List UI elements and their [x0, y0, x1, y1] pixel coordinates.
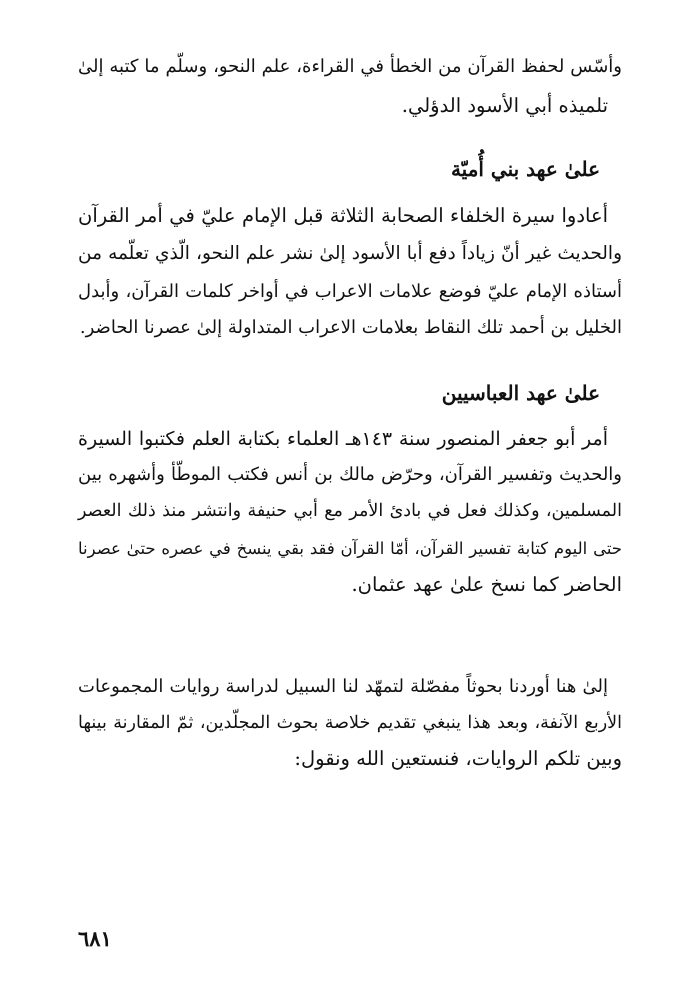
paragraph-line: والحديث وتفسير القرآن، وحرّض مالك بن أنس فكتب الموطّأ وأشهره بين — [78, 464, 622, 485]
section-heading-abbasid: علىٰ عهد العباسيين — [441, 381, 600, 405]
paragraph-line: وبين تلكم الروايات، فنستعين الله ونقول: — [294, 747, 622, 770]
paragraph-line: حتى اليوم كتابة تفسير القرآن، أمّا القرآن فقد بقي ينسخ في عصره حتىٰ عصرنا — [78, 539, 622, 558]
paragraph-line: الحاضر كما نسخ علىٰ عهد عثمان. — [351, 573, 622, 596]
paragraph-line: الخليل بن أحمد تلك النقاط بعلامات الاعراب المتداولة إلىٰ عصرنا الحاضر. — [79, 317, 622, 338]
page-number: ٦٨١ — [78, 926, 112, 951]
section-heading-umayyad: علىٰ عهد بني أُميّة — [450, 157, 600, 181]
paragraph-line: والحديث غير أنّ زياداً دفع أبا الأسود إلىٰ نشر علم النحو، الّذي تعلّمه من — [78, 243, 622, 264]
paragraph-line: المسلمين، وكذلك فعل في بادئ الأمر مع أبي حنيفة وانتشر منذ ذلك العصر — [78, 501, 622, 521]
paragraph-line: وأسّس لحفظ القرآن من الخطأ في القراءة، علم النحو، وسلّم ما كتبه إلىٰ — [78, 56, 622, 77]
paragraph-line: أمر أبو جعفر المنصور سنة ١٤٣هـ العلماء بكتابة العلم فكتبوا السيرة — [78, 428, 608, 450]
paragraph-line: تلميذه أبي الأسود الدؤلي. — [401, 94, 608, 117]
paragraph-line: الأربع الآنفة، وبعد هذا ينبغي تقديم خلاصة بحوث المجلّدين، ثمّ المقارنة بينها — [78, 713, 622, 733]
paragraph-line: إلىٰ هنا أوردنا بحوثاً مفصّلة لتمهّد لنا السبيل لدراسة روايات المجموعات — [78, 676, 608, 697]
paragraph-line: أستاذه الإمام عليّ فوضع علامات الاعراب في أواخر كلمات القرآن، وأبدل — [78, 281, 622, 302]
paragraph-line: أعادوا سيرة الخلفاء الصحابة الثلاثة قبل الإمام عليّ في أمر القرآن — [78, 204, 608, 227]
